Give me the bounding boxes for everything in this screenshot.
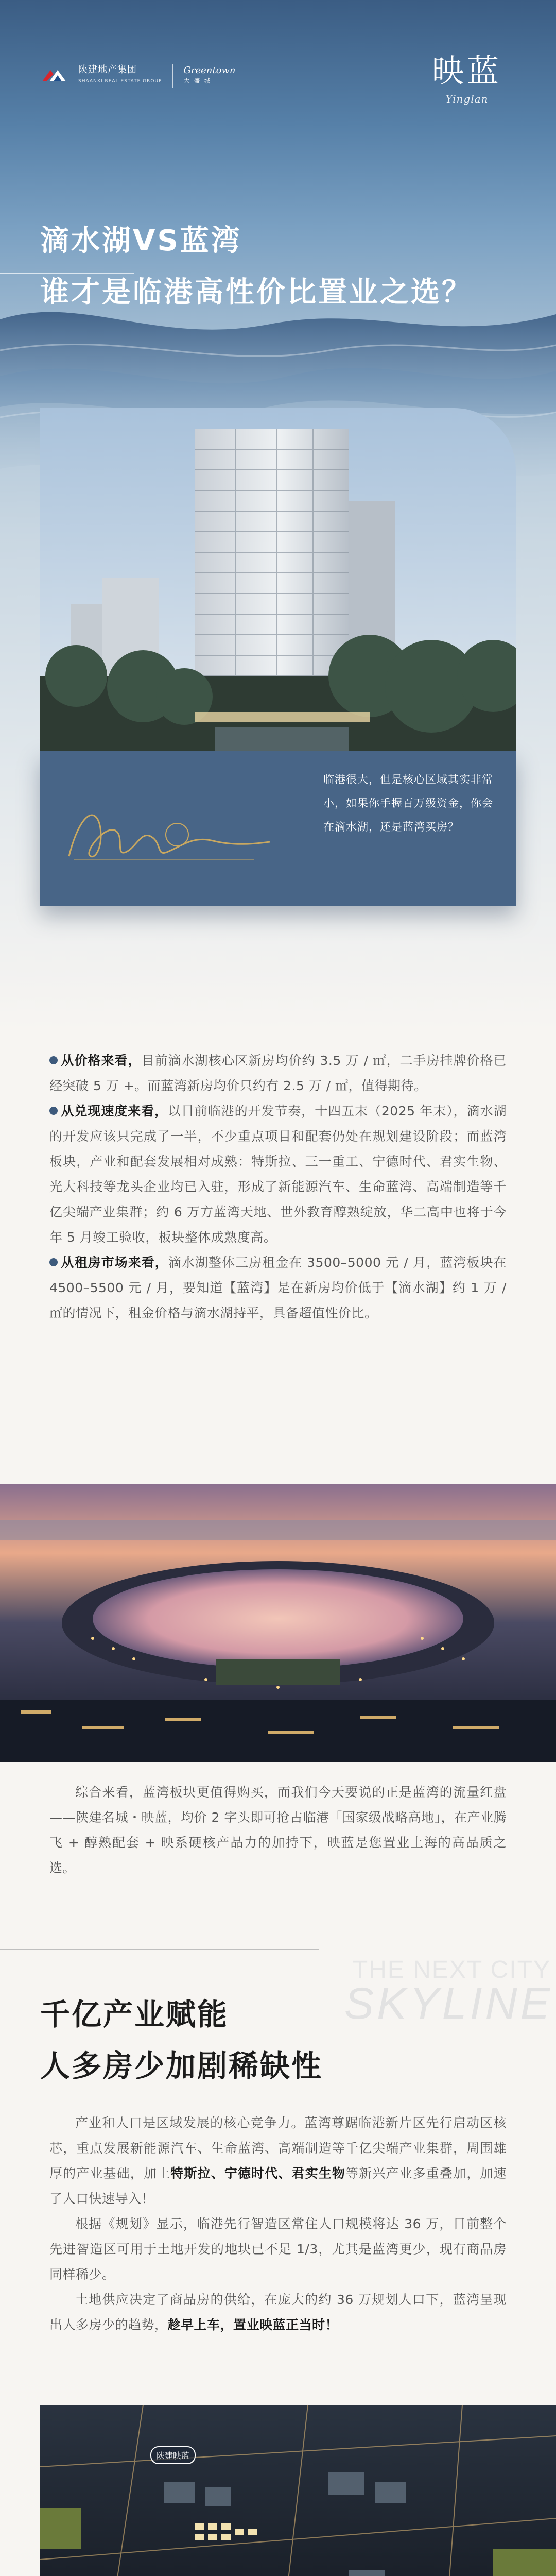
- summary-text: [49, 1780, 507, 1880]
- summary-paragraph: 综合来看，蓝湾板块更值得购买，而我们今天要说的正是蓝湾的流量红盘——陕建名城・映蓝，均价 2 字头即可抢占临港「国家级战略高地」，在产业腾飞 + 醇熟配套 + 映系硬核产品力的加持下，映蓝是您置业上海的高品质之选。: [49, 1785, 507, 1875]
- hero-banner: [0, 0, 556, 1030]
- delivery-paragraph: [49, 1098, 507, 1250]
- signature-flourish-icon: [59, 794, 275, 872]
- rent-text: 滴水湖整体三房租金在 3500–5000 元 / 月，蓝湾板块在 4500–5500 元 / 月，要知道【蓝湾】是在新房均价低于【滴水湖】约 1 万 / ㎡的情况下，租金价格与滴水湖持平，具备超值性价比。: [49, 1255, 507, 1320]
- hero-title: [40, 215, 473, 318]
- section2-en-line1: THE NEXT CITY: [352, 1956, 551, 1984]
- section2-title: [40, 1989, 323, 2092]
- bullet-icon: [49, 1056, 58, 1064]
- price-text: 目前滴水湖核心区新房均价约 3.5 万 / ㎡，二手房挂牌价格已经突破 5 万 +。而蓝湾新房均价只约有 2.5 万 / ㎡，值得期待。: [49, 1053, 507, 1093]
- section-divider: [0, 1949, 319, 1950]
- section2-p1-b: 等新兴产业多重叠加，加速了人口快速导入！: [49, 2166, 507, 2206]
- brand-logos: [40, 64, 235, 88]
- rent-label: 从租房市场来看，: [61, 1255, 168, 1270]
- district-aerial-photo: [40, 2405, 556, 2576]
- section2-paragraph-2: 根据《规划》显示，临港先行智造区常住人口规模将达 36 万，目前整个先进智造区可用于土地开发的地块已不足 1/3，尤其是蓝湾更少，现有商品房同样稀少。: [49, 2216, 507, 2282]
- section2-p3-highlight: 趁早上车，置业映蓝正当时！: [167, 2317, 339, 2332]
- price-paragraph: [49, 1048, 507, 1098]
- bullet-icon: [49, 1258, 58, 1266]
- brand-name: 陕建地产集团: [78, 64, 137, 75]
- section2-en-line2: SKYLINE: [344, 1979, 553, 2028]
- partner-logo: [183, 65, 235, 86]
- brand-name-block: [78, 64, 162, 87]
- card-text: 临港很大，但是核心区域其实非常小，如果你手握百万级资金，你会在滴水湖，还是蓝湾买房？: [323, 773, 493, 833]
- section2-p3-a: 土地供应决定了商品房的供给，在庞大的约 36 万规划人口下，蓝湾呈现出人多房少的趋势，: [49, 2292, 507, 2332]
- brand-sub: SHAANXI REAL ESTATE GROUP: [78, 79, 162, 84]
- district-night-illustration: [40, 2405, 556, 2576]
- rent-paragraph: [49, 1250, 507, 1326]
- section2-paragraph-1: [49, 2110, 507, 2211]
- hero-title-divider: [0, 273, 134, 274]
- price-label: 从价格来看，: [61, 1053, 142, 1068]
- map-location-label: 陕建映蓝: [150, 2446, 196, 2464]
- lake-aerial-photo: [0, 1484, 556, 1762]
- hero-title-line2: 谁才是临港高性价比置业之选？: [40, 276, 473, 309]
- section2-paragraph-3: [49, 2287, 507, 2337]
- lake-illustration: [0, 1484, 556, 1762]
- project-logo: [418, 49, 516, 105]
- tower-illustration: [40, 408, 516, 751]
- project-signature: Yinglan: [445, 93, 489, 105]
- hero-title-line1: 滴水湖VS蓝湾: [40, 224, 242, 258]
- bullet-icon: [49, 1107, 58, 1115]
- section2-title-line2: 人多房少加剧稀缺性: [40, 2048, 323, 2083]
- section1-text: [49, 1048, 507, 1326]
- photo-card: [40, 408, 516, 1012]
- delivery-label: 从兑现速度来看，: [61, 1104, 168, 1118]
- section2-p1-a: 产业和人口是区域发展的核心竞争力。蓝湾尊踞临港新片区先行启动区核芯，重点发展新能源汽车、生命蓝湾、高端制造等千亿尖端产业集群，周围雄厚的产业基础，加上: [49, 2115, 507, 2181]
- delivery-text: 以目前临港的开发节奏，十四五末（2025 年末），滴水湖的开发应该只完成了一半，不少重点项目和配套仍处在规划建设阶段；而蓝湾板块，产业和配套发展相对成熟：特斯拉、三一重工、宁德时代、君实生物、光大科技等龙头企业均已入驻，形成了新能源汽车、生命蓝湾、高端制造等千亿尖端产业集群；约 6 万方蓝湾天地、世外教育醇熟绽放，华二高中也将于今年 5 月竣工验收，板块整体成熟度高。: [49, 1104, 507, 1245]
- section2-p1-highlight: 特斯拉、宁德时代、君实生物: [170, 2166, 345, 2181]
- project-name: 映蓝: [431, 52, 502, 90]
- shaanjian-logo-icon: [40, 66, 68, 86]
- brand-divider: [172, 64, 173, 88]
- partner-cn: 大 盛 城: [183, 77, 212, 84]
- partner-name: Greentown: [183, 65, 236, 76]
- section2-title-line1: 千亿产业赋能: [40, 1997, 229, 2032]
- residential-tower-photo: [40, 408, 516, 751]
- section2-text: [49, 2110, 507, 2337]
